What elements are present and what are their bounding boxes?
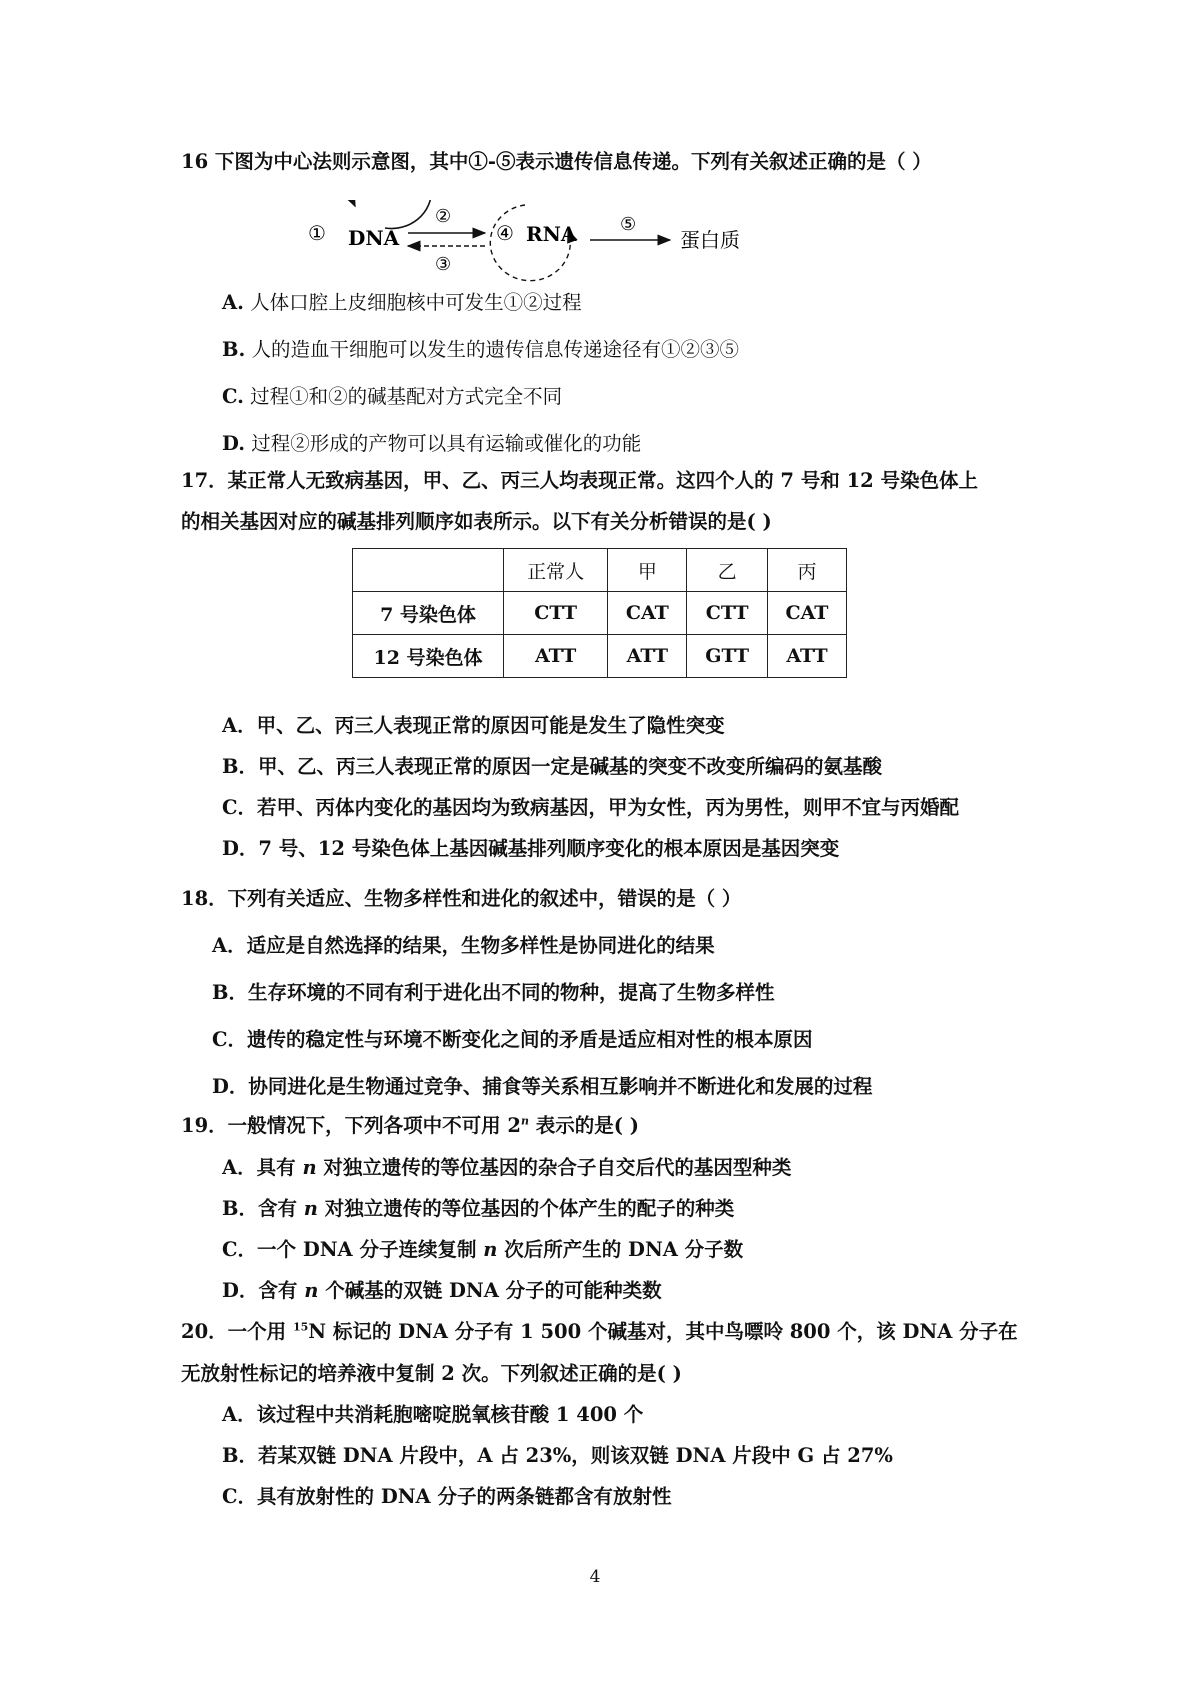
q19-option-c: C．一个 DNA 分子连续复制 n 次后所产生的 DNA 分子数 (222, 1238, 744, 1261)
q17-option-a: A．甲、乙、丙三人表现正常的原因可能是发生了隐性突变 (222, 714, 725, 737)
q20-option-a: A．该过程中共消耗胞嘧啶脱氧核苷酸 1 400 个 (222, 1403, 644, 1426)
process-3-label: ③ (435, 254, 452, 275)
process-4-label: ④ (496, 221, 514, 245)
table-cell: CAT (608, 592, 687, 635)
table-cell: 7 号染色体 (353, 592, 504, 635)
q20-option-c: C．具有放射性的 DNA 分子的两条链都含有放射性 (222, 1485, 672, 1508)
q16-option-a: A. 人体口腔上皮细胞核中可发生①②过程 (222, 291, 582, 314)
q17-option-d: D．7 号、12 号染色体上基因碱基排列顺序变化的根本原因是基因突变 (222, 837, 840, 860)
central-dogma-diagram (300, 200, 760, 290)
q18-option-a: A．适应是自然选择的结果，生物多样性是协同进化的结果 (212, 934, 715, 957)
table-header-cell: 乙 (687, 549, 768, 592)
q18-option-b: B．生存环境的不同有利于进化出不同的物种，提高了生物多样性 (212, 981, 775, 1004)
q18-option-c: C．遗传的稳定性与环境不断变化之间的矛盾是适应相对性的根本原因 (212, 1028, 813, 1051)
q20-option-b: B．若某双链 DNA 片段中，A 占 23%，则该双链 DNA 片段中 G 占 27% (222, 1444, 893, 1467)
table-header-cell: 甲 (608, 549, 687, 592)
table-row (353, 592, 847, 635)
q16-stem: 16 下图为中心法则示意图，其中①-⑤表示遗传信息传递。下列有关叙述正确的是（ ） (181, 150, 932, 173)
q17-option-b: B．甲、乙、丙三人表现正常的原因一定是碱基的突变不改变所编码的氨基酸 (222, 755, 882, 778)
q20-stem-line1: 20．一个用 $^{15}$N 标记的 DNA 分子有 1 500 个碱基对，其中鸟嘌呤 800 个，该 DNA 分子在 (181, 1320, 1018, 1343)
q16-option-b: B. 人的造血干细胞可以发生的遗传信息传递途径有①②③⑤ (222, 338, 739, 361)
table-cell: CTT (687, 592, 768, 635)
table-cell: ATT (767, 635, 846, 678)
q19-stem: 19．一般情况下，下列各项中不可用 2$^n$ 表示的是( ) (181, 1114, 640, 1137)
table-cell: GTT (687, 635, 768, 678)
q17-option-c: C．若甲、丙体内变化的基因均为致病基因，甲为女性，丙为男性，则甲不宜与丙婚配 (222, 796, 960, 819)
q19-option-d: D．含有 n 个碱基的双链 DNA 分子的可能种类数 (222, 1279, 662, 1302)
q17-stem-line2: 的相关基因对应的碱基排列顺序如表所示。以下有关分析错误的是( ) (181, 510, 772, 533)
page-number: 4 (589, 1567, 601, 1587)
dna-label: DNA (348, 226, 400, 250)
q18-stem: 18．下列有关适应、生物多样性和进化的叙述中，错误的是（ ） (181, 887, 742, 910)
table-header-cell: 丙 (767, 549, 846, 592)
q18-option-d: D．协同进化是生物通过竞争、捕食等关系相互影响并不断进化和发展的过程 (212, 1075, 873, 1098)
table-cell: ATT (608, 635, 687, 678)
q19-option-b: B．含有 n 对独立遗传的等位基因的个体产生的配子的种类 (222, 1197, 735, 1220)
q16-option-d: D. 过程②形成的产物可以具有运输或催化的功能 (222, 432, 642, 455)
table-cell: CAT (767, 592, 846, 635)
rna-label: RNA (526, 222, 577, 246)
protein-label: 蛋白质 (680, 228, 740, 252)
q17-stem-line1: 17．某正常人无致病基因，甲、乙、丙三人均表现正常。这四个人的 7 号和 12 号染色体上 (181, 469, 978, 492)
table-header-row (353, 549, 847, 592)
process-1-label: ① (308, 221, 326, 245)
q16-option-c: C. 过程①和②的碱基配对方式完全不同 (222, 385, 563, 408)
q20-stem-line2: 无放射性标记的培养液中复制 2 次。下列叙述正确的是( ) (181, 1362, 682, 1385)
table-cell: CTT (504, 592, 608, 635)
table-cell: 12 号染色体 (353, 635, 504, 678)
process-2-label: ② (435, 206, 452, 227)
table-header-cell: 正常人 (504, 549, 608, 592)
table-row (353, 635, 847, 678)
table-cell: ATT (504, 635, 608, 678)
process-5-label: ⑤ (620, 214, 637, 235)
table-header-cell (353, 549, 504, 592)
q19-option-a: A．具有 n 对独立遗传的等位基因的杂合子自交后代的基因型种类 (222, 1156, 792, 1179)
gene-sequence-table (352, 548, 847, 678)
replication-arc (352, 200, 432, 229)
